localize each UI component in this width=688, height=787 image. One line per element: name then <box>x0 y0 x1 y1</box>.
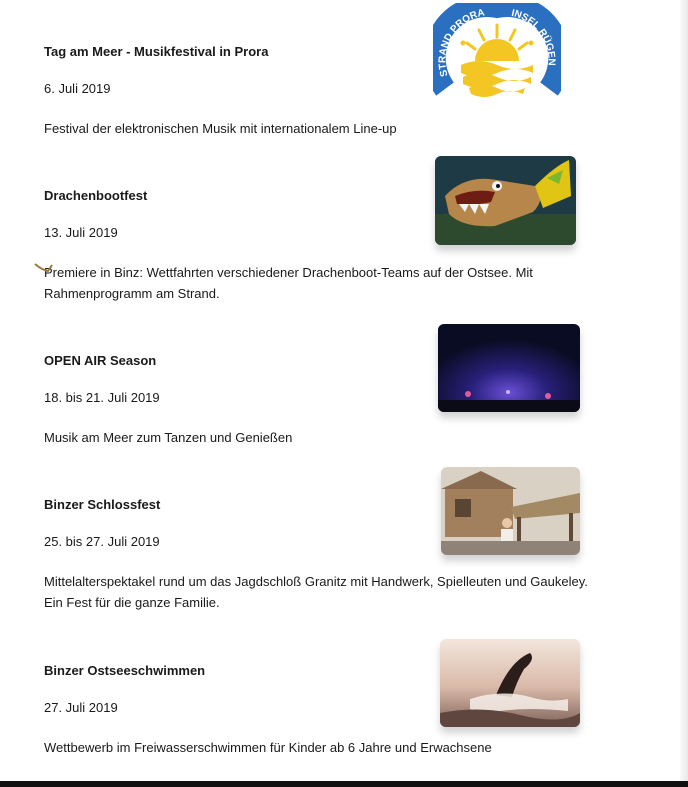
open-air-concert-photo <box>438 324 580 412</box>
event-item <box>44 44 634 139</box>
logo-text-right: INSEL RÜGEN <box>510 7 557 66</box>
logo-text-left: STRAND PRORA <box>437 7 486 78</box>
page-edge-shadow <box>680 0 688 781</box>
dragon-boat-photo <box>435 156 576 245</box>
bottom-border <box>0 781 688 787</box>
castle-festival-photo <box>441 467 580 555</box>
event-description: Mittelalterspektakel rund um das Jagdschloß Granitz mit Handwerk, Spielleuten und Gaukeley. Ein Fest für die ganze Familie. <box>44 574 588 610</box>
event-title: Drachenbootfest <box>44 188 148 203</box>
event-description: Festival der elektronischen Musik mit internationalem Line-up <box>44 121 397 136</box>
pencil-mark-icon <box>34 262 54 274</box>
event-title: Binzer Schlossfest <box>44 497 161 512</box>
event-description: Wettbewerb im Freiwasserschwimmen für Kinder ab 6 Jahre und Erwachsene <box>44 740 492 755</box>
event-date: 6. Juli 2019 <box>44 81 111 96</box>
event-title: Tag am Meer - Musikfestival in Prora <box>44 44 269 59</box>
event-date: 13. Juli 2019 <box>44 225 118 240</box>
event-title: OPEN AIR Season <box>44 353 157 368</box>
event-date: 25. bis 27. Juli 2019 <box>44 534 160 549</box>
event-title: Binzer Ostseeschwimmen <box>44 663 206 678</box>
swimmer-photo <box>440 639 580 727</box>
event-description: Premiere in Binz: Wettfahrten verschiedener Drachenboot-Teams auf der Ostsee. Mit Rahmenprogramm am Strand. <box>44 265 533 301</box>
event-date: 27. Juli 2019 <box>44 700 118 715</box>
event-date: 18. bis 21. Juli 2019 <box>44 390 160 405</box>
event-description: Musik am Meer zum Tanzen und Genießen <box>44 430 293 445</box>
